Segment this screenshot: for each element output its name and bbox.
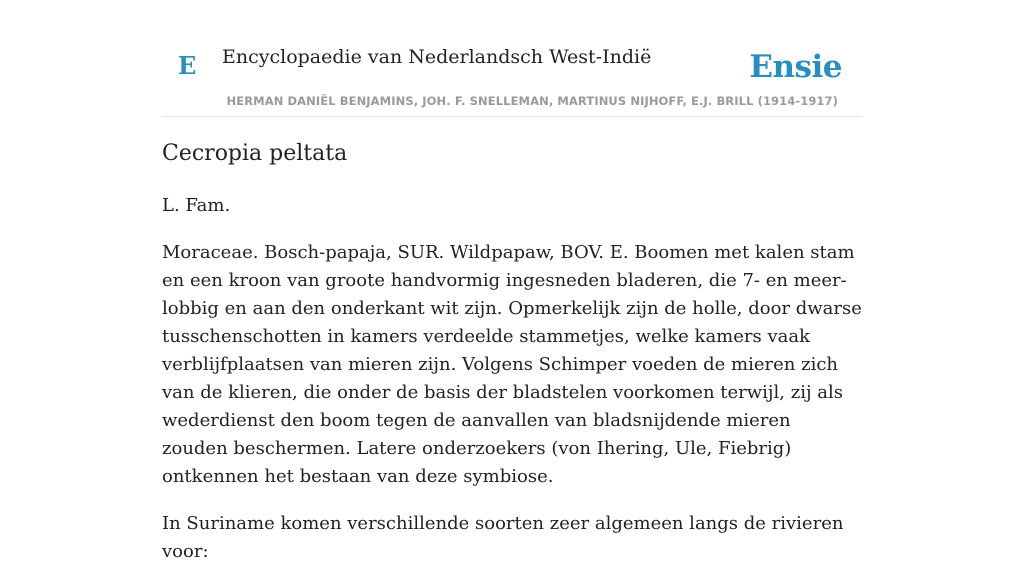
- paragraph-description: Moraceae. Bosch-papaja, SUR. Wildpapaw, BOV. E. Boomen met kalen stam en een kroon van groote handvormig ingesneden bladeren, die 7- en meer-lobbig en aan den onderkant wit zijn. Opmerkelijk zijn de holle, door dwarse tusschenschotten in kamers verdeelde stammetjes, welke kamers vaak verblijfplaatsen van mieren zijn. Volgens Schimper voeden de mieren zich van de klieren, die onder de basis der bladstelen voorkomen terwijl, zij als wederdienst den boom tegen de aanvallen van bladsnijdende mieren zouden beschermen. Latere onderzoekers (von Ihering, Ule, Fiebrig) ontkennen het bestaan van deze symbiose.: [162, 242, 862, 487]
- paragraph-family: L. Fam.: [162, 195, 231, 216]
- authors-line: HERMAN DANIËL BENJAMINS, JOH. F. SNELLEMAN, MARTINUS NIJHOFF, E.J. BRILL (1914-1917): [226, 94, 838, 108]
- encyclopedia-logo-icon[interactable]: E: [178, 51, 197, 80]
- article-title: Cecropia peltata: [162, 141, 348, 166]
- header: [162, 0, 862, 117]
- paragraph-suriname: In Suriname komen verschillende soorten zeer algemeen langs de rivieren voor:: [162, 513, 844, 562]
- encyclopedia-title-link[interactable]: Encyclopaedie van Nederlandsch West-Indië: [222, 46, 652, 68]
- article-body: [162, 192, 862, 585]
- page: [162, 0, 862, 562]
- ensie-brand-logo[interactable]: Ensie: [749, 49, 842, 85]
